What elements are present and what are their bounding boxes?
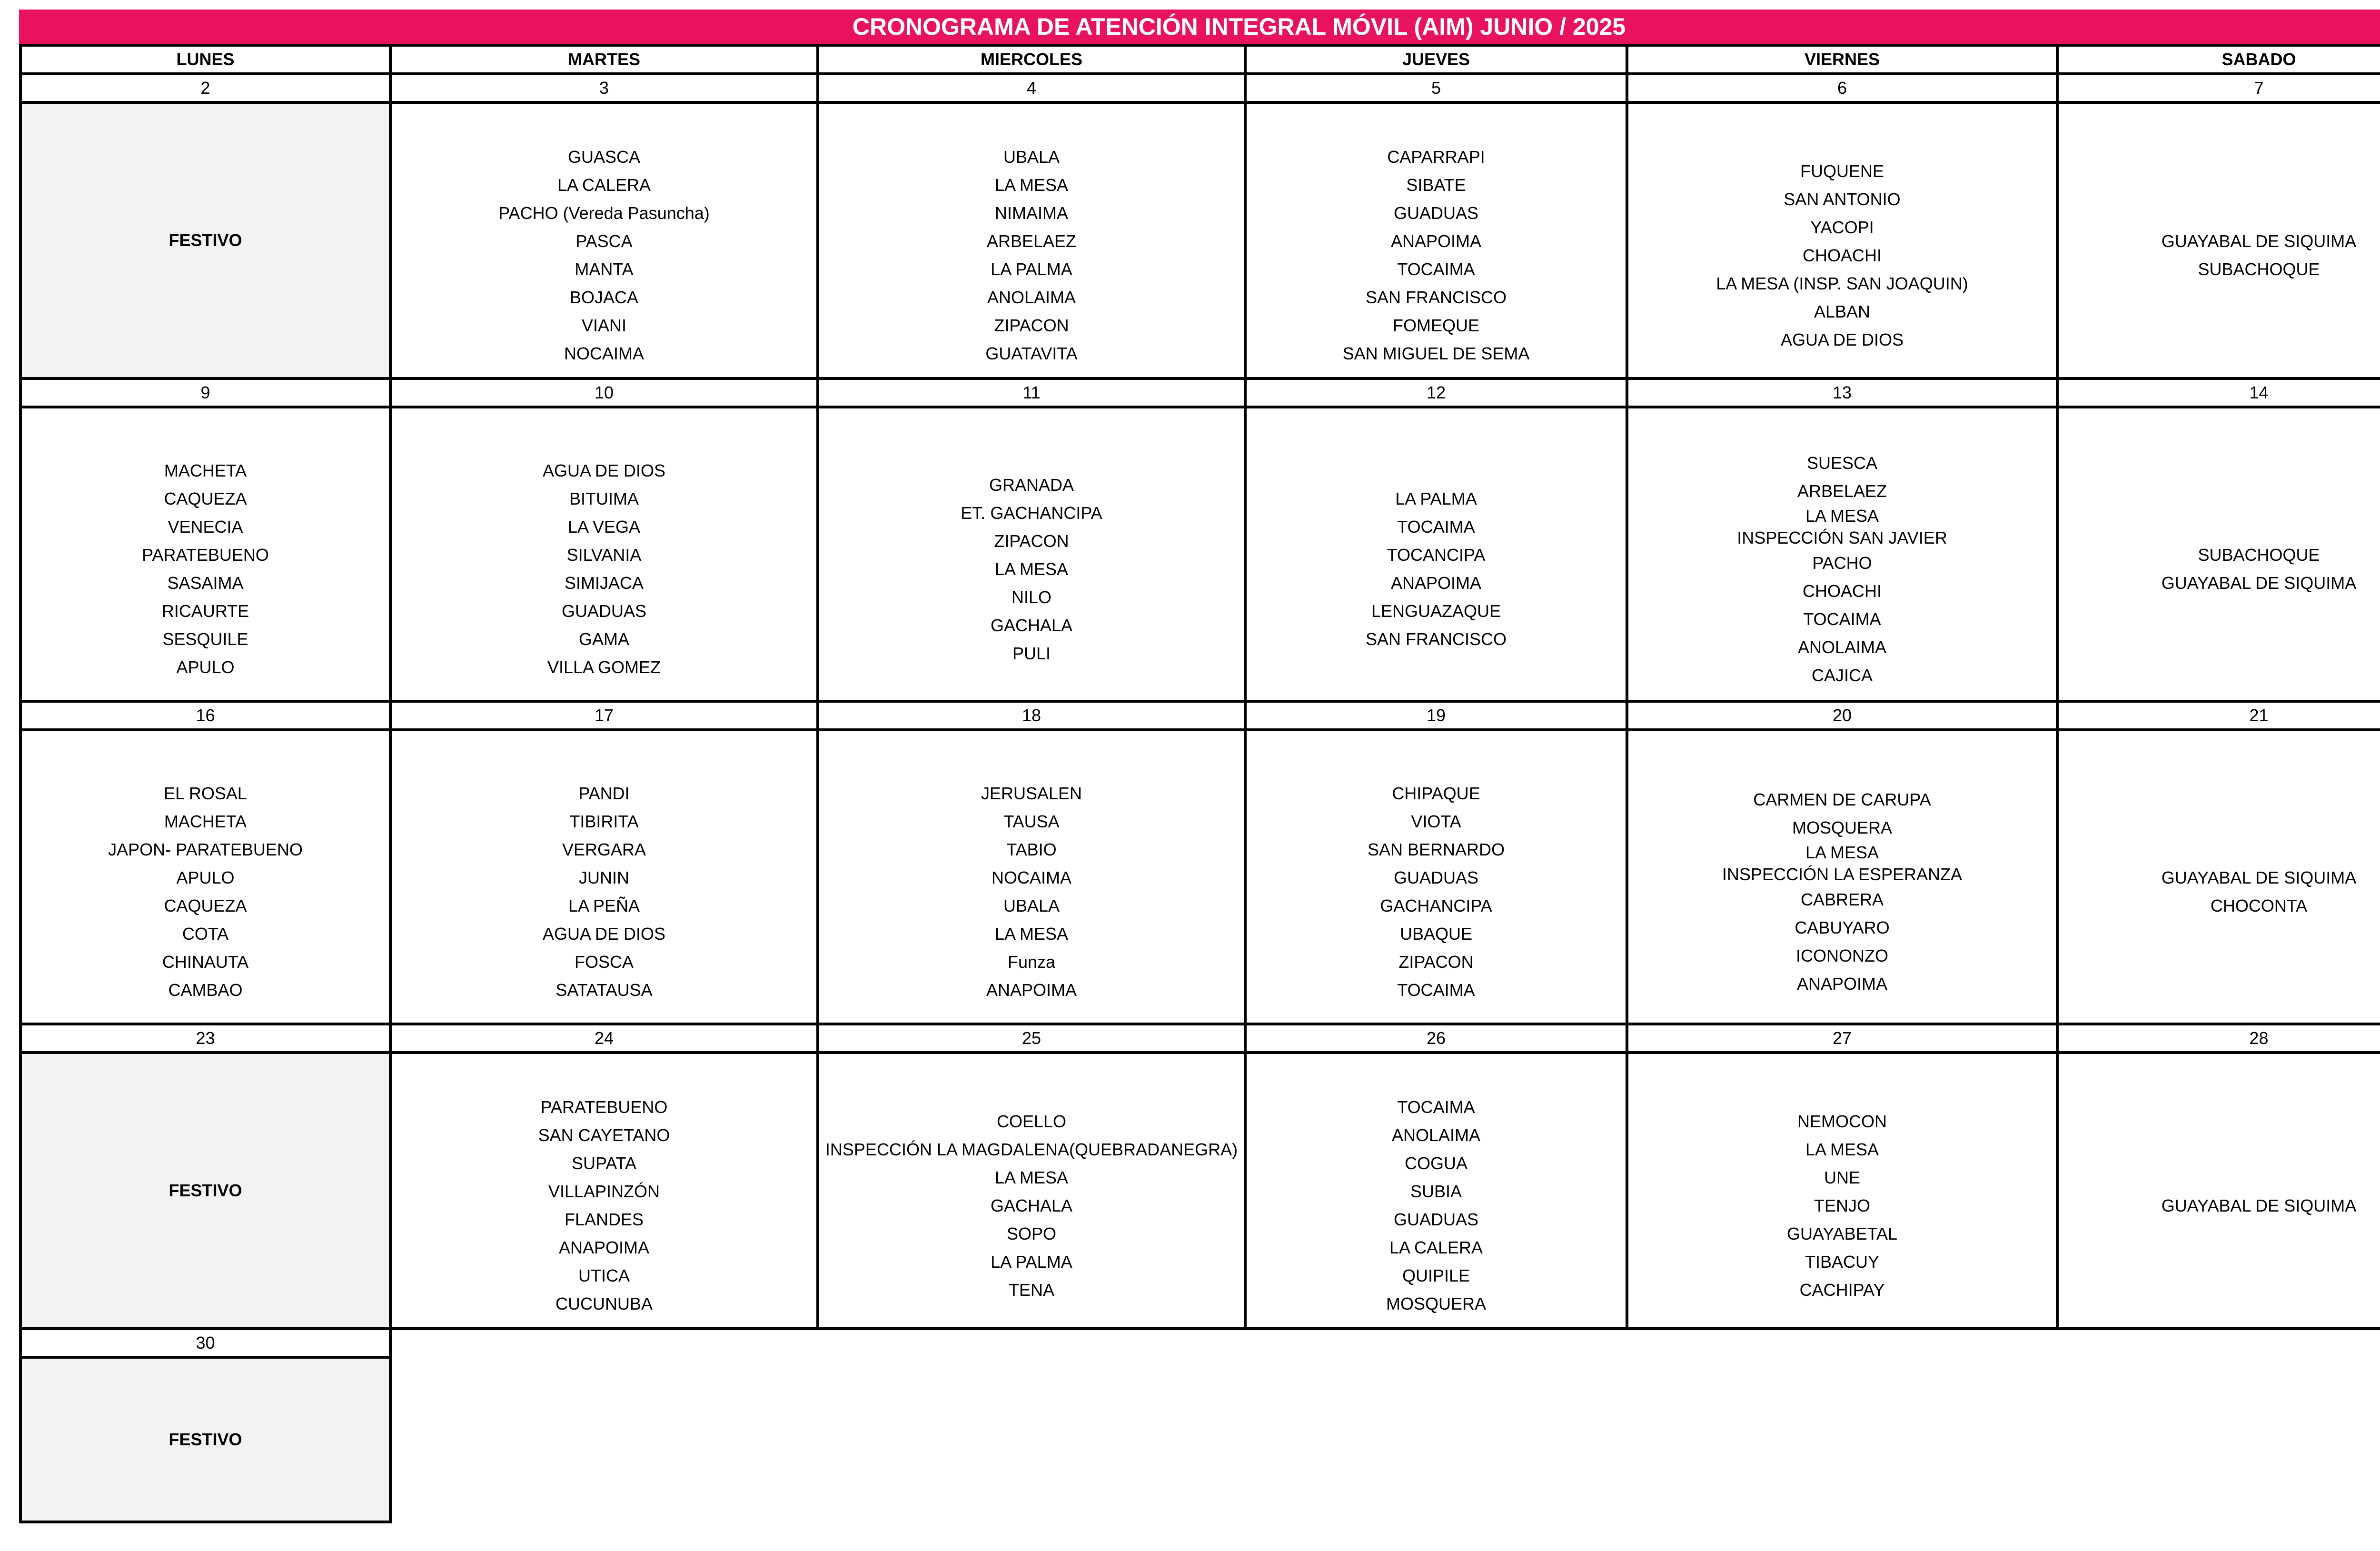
day-header-jueves: JUEVES (1245, 45, 1627, 74)
municipality-item: CHINAUTA (162, 952, 249, 972)
schedule-cell (1627, 730, 2057, 1024)
municipality-item: PACHO (1812, 553, 1872, 573)
municipality-item: ANOLAIMA (1391, 1125, 1481, 1145)
municipality-list (22, 750, 389, 1004)
municipality-item: ANAPOIMA (986, 980, 1077, 1000)
municipality-item: GACHALA (990, 1195, 1073, 1215)
municipality-item: JERUSALEN (981, 784, 1082, 803)
date-row (20, 74, 2380, 102)
municipality-list (1628, 128, 2056, 354)
municipality-item: LA MESA (994, 175, 1069, 195)
schedule-cell (2057, 407, 2380, 701)
municipality-list (819, 750, 1244, 1004)
schedule-cell (2057, 1053, 2380, 1329)
day-header-martes: MARTES (390, 45, 818, 74)
schedule-title: CRONOGRAMA DE ATENCIÓN INTEGRAL MÓVIL (AIM) JUNIO / 2025 (19, 10, 2380, 44)
municipality-item: TOCAIMA (1397, 1097, 1475, 1117)
content-row (20, 1357, 2380, 1522)
municipality-item: NEMOCON (1797, 1111, 1887, 1131)
empty-cell (1245, 1357, 1627, 1522)
municipality-item: CABRERA (1800, 890, 1884, 909)
municipality-list (2059, 198, 2380, 283)
date-number: 7 (2057, 74, 2380, 102)
municipality-item: NIMAIMA (994, 203, 1068, 223)
date-number: 13 (1627, 378, 2057, 407)
municipality-list (22, 427, 389, 681)
date-number: 9 (20, 378, 390, 407)
date-row (20, 1024, 2380, 1053)
date-number: 10 (390, 378, 818, 407)
date-number: 2 (20, 74, 390, 102)
municipality-item: GACHANCIPA (1380, 896, 1492, 915)
municipality-item: VILLAPINZÓN (548, 1182, 660, 1201)
municipality-item: SAN FRANCISCO (1365, 629, 1507, 649)
municipality-item: UNE (1824, 1167, 1860, 1187)
municipality-item: SESQUILE (162, 629, 248, 649)
day-header-viernes: VIERNES (1627, 45, 2057, 74)
municipality-item: VERGARA (562, 840, 646, 859)
municipality-item: SAN ANTONIO (1784, 189, 1901, 209)
municipality-item: VENECIA (168, 517, 243, 537)
municipality-item: LA MESA (1805, 1139, 1879, 1159)
municipality-item: LA MESA (INSP. SAN JOAQUIN) (1716, 273, 1968, 293)
municipality-item: TOCAIMA (1397, 517, 1475, 537)
municipality-item: SUBIA (1410, 1182, 1462, 1201)
municipality-item: CABUYARO (1795, 918, 1890, 937)
municipality-list (819, 1078, 1244, 1304)
schedule-cell (390, 102, 818, 378)
municipality-item: AGUA DE DIOS (542, 461, 666, 480)
municipality-item: PULI (1012, 643, 1051, 663)
schedule-cell (1627, 102, 2057, 378)
day-header-row (20, 45, 2380, 74)
municipality-item: SUBACHOQUE (2198, 545, 2320, 565)
day-header-miercoles: MIERCOLES (818, 45, 1245, 74)
municipality-list (1628, 419, 2056, 689)
date-number: 17 (390, 701, 818, 730)
municipality-item: GUADUAS (1393, 868, 1479, 887)
date-number: 25 (818, 1024, 1245, 1053)
municipality-item: LA MESA INSPECCIÓN LA ESPERANZA (1722, 843, 1963, 884)
schedule-sheet (19, 10, 2380, 1523)
municipality-item: ANAPOIMA (558, 1238, 650, 1257)
municipality-item: SOPO (1006, 1223, 1057, 1243)
municipality-item: FOSCA (574, 952, 634, 972)
municipality-item: SILVANIA (566, 545, 642, 565)
municipality-item: GRANADA (989, 475, 1074, 495)
municipality-item: GUAYABAL DE SIQUIMA (2161, 231, 2357, 251)
municipality-list (1628, 756, 2056, 998)
municipality-item: ANOLAIMA (1797, 637, 1887, 657)
schedule-cell (1245, 407, 1627, 701)
schedule-cell (1245, 730, 1627, 1024)
municipality-list (1247, 1064, 1626, 1318)
municipality-item: GUAYABETAL (1786, 1223, 1898, 1243)
municipality-list (1628, 1078, 2056, 1304)
municipality-item: PASCA (575, 231, 633, 251)
schedule-cell (1245, 102, 1627, 378)
date-number: 26 (1245, 1024, 1627, 1053)
municipality-list (1247, 750, 1626, 1004)
municipality-item: CAMBAO (168, 980, 243, 1000)
municipality-item: LA MESA INSPECCIÓN SAN JAVIER (1737, 506, 1947, 547)
municipality-item: FUQUENE (1800, 161, 1884, 181)
municipality-item: ANAPOIMA (1796, 974, 1888, 994)
empty-cell (1245, 1329, 1627, 1357)
municipality-item: GUADUAS (561, 601, 647, 621)
festivo-cell: FESTIVO (20, 1357, 390, 1522)
municipality-item: ANAPOIMA (1390, 573, 1482, 593)
municipality-item: LA CALERA (557, 175, 651, 195)
municipality-item: GAMA (578, 629, 629, 649)
day-header-sabado: SABADO (2057, 45, 2380, 74)
empty-cell (1627, 1357, 2057, 1522)
municipality-item: CUCUNUBA (555, 1294, 653, 1313)
date-row (20, 701, 2380, 730)
municipality-item: SUESCA (1806, 453, 1878, 473)
municipality-item: NOCAIMA (564, 344, 644, 363)
empty-cell (1627, 1329, 2057, 1357)
municipality-item: EL ROSAL (164, 784, 247, 803)
municipality-item: FOMEQUE (1392, 316, 1479, 335)
municipality-item: YACOPI (1810, 217, 1874, 237)
municipality-item: UBAQUE (1399, 924, 1473, 944)
municipality-item: AGUA DE DIOS (542, 924, 666, 944)
municipality-list (392, 1064, 816, 1318)
date-number: 30 (20, 1329, 390, 1357)
municipality-item: ET. GACHANCIPA (961, 503, 1102, 523)
municipality-item: SAN FRANCISCO (1365, 288, 1507, 307)
date-number: 16 (20, 701, 390, 730)
municipality-item: CHOCONTA (2210, 896, 2308, 915)
municipality-item: GUAYABAL DE SIQUIMA (2161, 573, 2357, 593)
municipality-item: ARBELAEZ (986, 231, 1077, 251)
municipality-item: TOCANCIPA (1387, 545, 1486, 565)
date-number: 3 (390, 74, 818, 102)
municipality-item: APULO (176, 657, 235, 677)
schedule-cell (818, 407, 1245, 701)
municipality-item: TOCAIMA (1397, 259, 1475, 279)
municipality-item: TIBIRITA (569, 812, 639, 831)
content-row (20, 102, 2380, 378)
empty-cell (2057, 1357, 2380, 1522)
schedule-cell (1627, 1053, 2057, 1329)
calendar-table (19, 44, 2380, 1523)
municipality-item: UBALA (1003, 896, 1060, 915)
date-number: 4 (818, 74, 1245, 102)
municipality-item: TENJO (1814, 1195, 1870, 1215)
schedule-cell (390, 730, 818, 1024)
municipality-item: GACHALA (990, 615, 1073, 635)
municipality-item: Funza (1007, 952, 1056, 972)
municipality-item: AGUA DE DIOS (1780, 329, 1904, 349)
municipality-item: ANAPOIMA (1390, 231, 1482, 251)
municipality-item: VIOTA (1411, 812, 1461, 831)
municipality-item: UBALA (1003, 147, 1060, 167)
schedule-cell (818, 102, 1245, 378)
day-header-lunes: LUNES (20, 45, 390, 74)
municipality-item: TENA (1008, 1280, 1054, 1300)
municipality-item: LA PALMA (991, 259, 1072, 279)
municipality-item: SIBATE (1406, 175, 1466, 195)
municipality-item: CAQUEZA (164, 489, 247, 508)
empty-cell (818, 1357, 1245, 1522)
municipality-list (1247, 113, 1626, 368)
municipality-item: GUAYABAL DE SIQUIMA (2161, 1195, 2357, 1215)
municipality-item: BOJACA (569, 288, 639, 307)
municipality-list (392, 750, 816, 1004)
schedule-cell (2057, 102, 2380, 378)
date-number: 11 (818, 378, 1245, 407)
date-number: 23 (20, 1024, 390, 1053)
date-number: 19 (1245, 701, 1627, 730)
municipality-item: CACHIPAY (1799, 1280, 1885, 1300)
municipality-item: MACHETA (164, 461, 247, 480)
municipality-item: CAJICA (1811, 665, 1873, 685)
municipality-item: PANDI (578, 784, 630, 803)
municipality-item: ALBAN (1814, 301, 1871, 321)
municipality-list (819, 113, 1244, 368)
municipality-item: CHOACHI (1802, 245, 1882, 265)
content-row (20, 730, 2380, 1024)
schedule-cell (390, 407, 818, 701)
municipality-item: JUNIN (579, 868, 629, 887)
schedule-cell (20, 730, 390, 1024)
municipality-item: LA MESA (994, 924, 1069, 944)
municipality-item: LA PEÑA (568, 896, 640, 915)
municipality-list (2059, 1162, 2380, 1220)
date-number: 27 (1627, 1024, 2057, 1053)
municipality-item: ARBELAEZ (1797, 481, 1887, 501)
date-number: 24 (390, 1024, 818, 1053)
date-number: 28 (2057, 1024, 2380, 1053)
municipality-item: NOCAIMA (991, 868, 1071, 887)
municipality-list (1247, 455, 1626, 653)
municipality-item: LA CALERA (1389, 1238, 1483, 1257)
municipality-item: LA PALMA (991, 1252, 1072, 1272)
municipality-item: APULO (176, 868, 235, 887)
municipality-list (2059, 834, 2380, 920)
schedule-cell (20, 407, 390, 701)
date-number: 5 (1245, 74, 1627, 102)
municipality-item: ZIPACON (994, 531, 1069, 551)
empty-cell (390, 1357, 818, 1522)
municipality-item: TOCAIMA (1397, 980, 1475, 1000)
municipality-item: FLANDES (564, 1210, 644, 1229)
content-row (20, 1053, 2380, 1329)
municipality-item: SUBACHOQUE (2198, 259, 2320, 279)
calendar-body (20, 74, 2380, 1522)
municipality-list (2059, 511, 2380, 597)
schedule-cell (2057, 730, 2380, 1024)
festivo-cell: FESTIVO (20, 102, 390, 378)
municipality-list (392, 427, 816, 681)
municipality-item: SAN MIGUEL DE SEMA (1342, 344, 1530, 363)
municipality-item: QUIPILE (1402, 1266, 1470, 1285)
schedule-cell (1627, 407, 2057, 701)
municipality-item: CAQUEZA (164, 896, 247, 915)
date-number: 6 (1627, 74, 2057, 102)
municipality-item: LA MESA (994, 1167, 1069, 1187)
municipality-item: SAN CAYETANO (538, 1125, 670, 1145)
municipality-item: SAN BERNARDO (1367, 840, 1505, 859)
municipality-item: SASAIMA (167, 573, 244, 593)
date-row (20, 378, 2380, 407)
schedule-cell (818, 730, 1245, 1024)
municipality-item: GUATAVITA (985, 344, 1078, 363)
municipality-item: PARATEBUENO (142, 545, 269, 565)
municipality-item: CARMEN DE CARUPA (1753, 790, 1931, 809)
municipality-list (819, 441, 1244, 667)
date-number: 20 (1627, 701, 2057, 730)
date-row (20, 1329, 2380, 1357)
municipality-item: LA MESA (994, 559, 1069, 579)
municipality-item: MACHETA (164, 812, 247, 831)
empty-cell (390, 1329, 818, 1357)
municipality-item: LENGUAZAQUE (1371, 601, 1501, 621)
municipality-item: SATATAUSA (555, 980, 653, 1000)
municipality-item: TIBACUY (1805, 1252, 1880, 1272)
schedule-cell (1245, 1053, 1627, 1329)
municipality-item: UTICA (578, 1266, 630, 1285)
municipality-item: CAPARRAPI (1387, 147, 1485, 167)
municipality-item: ANOLAIMA (987, 288, 1076, 307)
municipality-item: GUAYABAL DE SIQUIMA (2161, 868, 2357, 887)
municipality-item: VIANI (581, 316, 627, 335)
municipality-item: GUADUAS (1393, 203, 1479, 223)
municipality-item: TABIO (1006, 840, 1057, 859)
empty-cell (818, 1329, 1245, 1357)
municipality-item: JAPON- PARATEBUENO (108, 840, 303, 859)
municipality-item: MOSQUERA (1792, 818, 1893, 837)
municipality-item: PARATEBUENO (540, 1097, 668, 1117)
municipality-item: TAUSA (1003, 812, 1060, 831)
municipality-item: ZIPACON (1398, 952, 1474, 972)
municipality-item: TOCAIMA (1803, 609, 1881, 629)
schedule-cell (390, 1053, 818, 1329)
schedule-cell (818, 1053, 1245, 1329)
municipality-item: SUPATA (571, 1153, 637, 1173)
municipality-item: SIMIJACA (564, 573, 644, 593)
municipality-item: INSPECCIÓN LA MAGDALENA(QUEBRADANEGRA) (825, 1139, 1238, 1159)
municipality-item: CHIPAQUE (1392, 784, 1480, 803)
empty-cell (2057, 1329, 2380, 1357)
municipality-item: COELLO (996, 1111, 1067, 1131)
municipality-item: MOSQUERA (1386, 1294, 1487, 1313)
date-number: 18 (818, 701, 1245, 730)
municipality-item: CHOACHI (1802, 581, 1882, 601)
municipality-item: LA PALMA (1395, 489, 1477, 508)
municipality-item: VILLA GOMEZ (547, 657, 661, 677)
date-number: 14 (2057, 378, 2380, 407)
municipality-item: LA VEGA (567, 517, 641, 537)
municipality-item: COTA (182, 924, 229, 944)
municipality-list (392, 113, 816, 368)
date-number: 12 (1245, 378, 1627, 407)
municipality-item: GUASCA (567, 147, 641, 167)
content-row (20, 407, 2380, 701)
municipality-item: NILO (1011, 587, 1052, 607)
municipality-item: MANTA (575, 259, 634, 279)
municipality-item: GUADUAS (1393, 1210, 1479, 1229)
municipality-item: COGUA (1404, 1153, 1468, 1173)
municipality-item: ICONONZO (1796, 946, 1888, 965)
date-number: 21 (2057, 701, 2380, 730)
municipality-item: ZIPACON (994, 316, 1069, 335)
municipality-item: BITUIMA (569, 489, 639, 508)
municipality-item: RICAURTE (161, 601, 249, 621)
municipality-item: PACHO (Vereda Pasuncha) (498, 203, 710, 223)
festivo-cell: FESTIVO (20, 1053, 390, 1329)
